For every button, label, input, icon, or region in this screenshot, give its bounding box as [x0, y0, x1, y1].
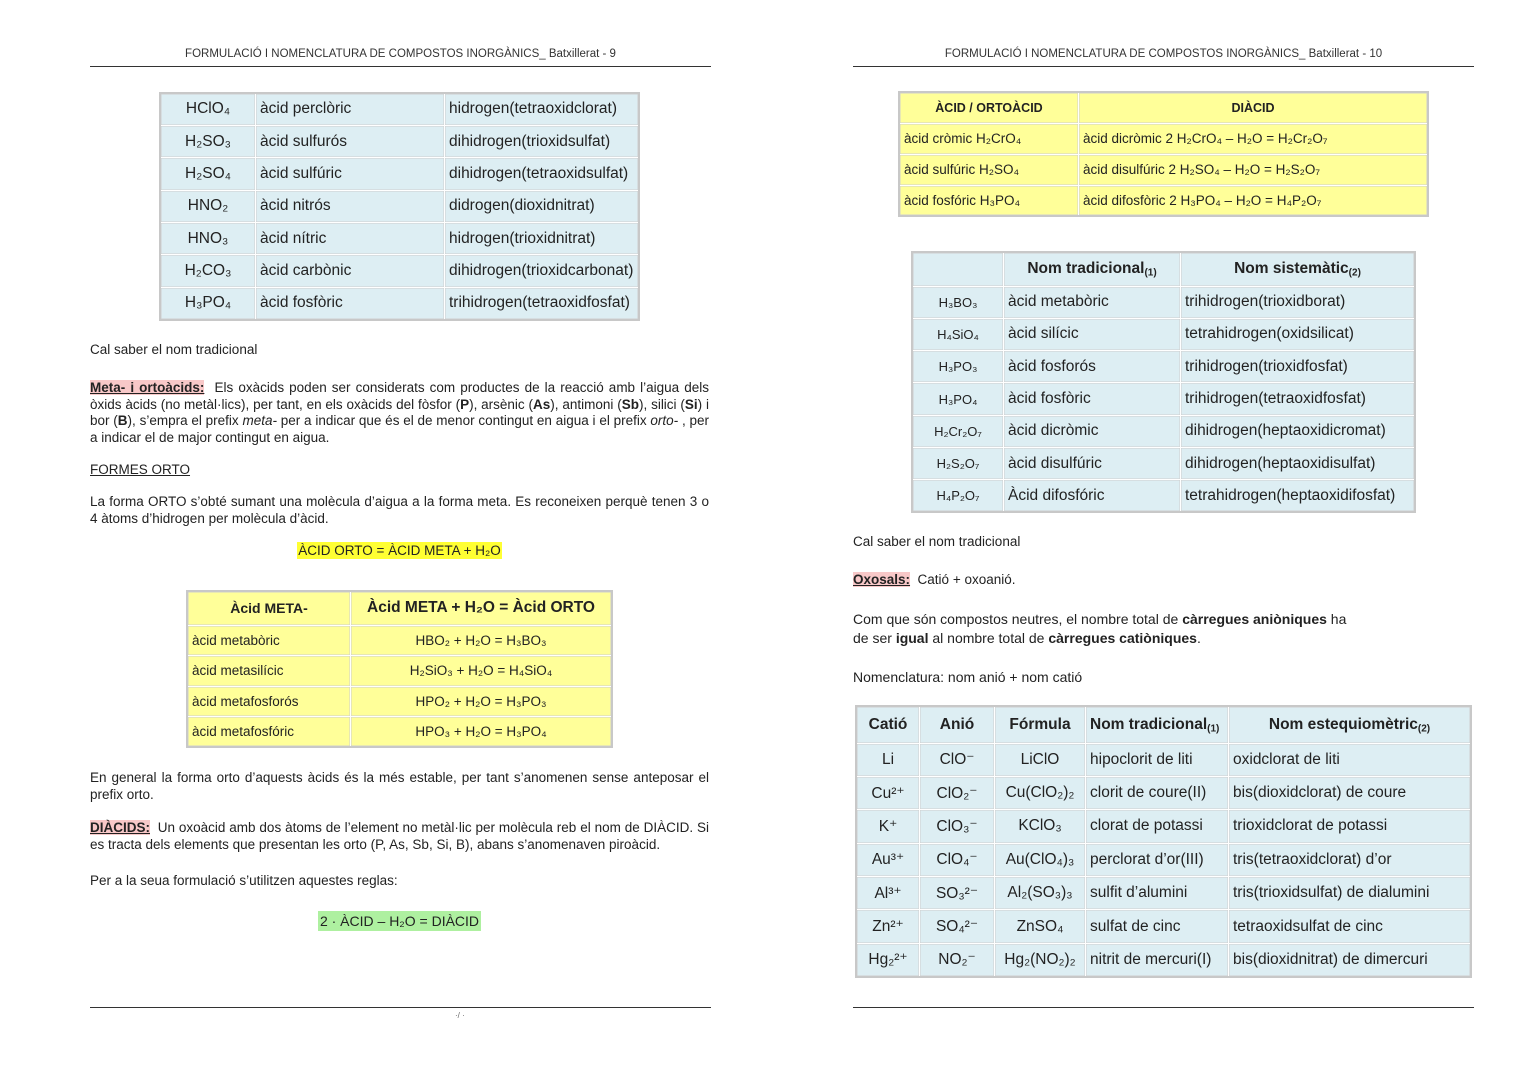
traditional-name-cell: clorat de potassi: [1086, 810, 1229, 843]
meta-acid-name: àcid metasilícic: [187, 656, 351, 687]
meta-text-part: ) i bor (: [90, 396, 709, 428]
column-header-stoichiometric: [1229, 706, 1472, 743]
traditional-name-cell: clorit de coure(II): [1086, 776, 1229, 809]
systematic-name-cell: trihidrogen(tetraoxidfosfat): [445, 287, 640, 319]
systematic-name-cell: tetrahidrogen(heptaoxidifosfat): [1181, 480, 1416, 512]
header-rule: [853, 66, 1474, 67]
header-text: Nom sistemàtic: [1234, 260, 1349, 277]
formula-cell: HNO₃: [160, 223, 256, 255]
bold-term: càrregues aniòniques: [1182, 611, 1327, 627]
traditional-name-cell: àcid fosforós: [1004, 351, 1181, 383]
formula-cell: H₂SO₃: [160, 125, 256, 157]
table-row: [187, 717, 612, 748]
meta-orto-label: Meta- i ortoàcids:: [90, 380, 205, 395]
column-header: [912, 252, 1004, 286]
formula-cell: H₃BO₃: [912, 286, 1004, 318]
table-row: [912, 351, 1415, 383]
prefix-orto: orto-: [650, 413, 679, 428]
column-header-systematic: [1181, 252, 1416, 286]
table-row: [899, 185, 1428, 216]
nomenclatura-text: Nomenclatura: nom anió + nom catió: [853, 669, 1083, 685]
traditional-name-cell: àcid sulfúric: [256, 158, 445, 190]
formula-cell: H₄P₂O₇: [912, 480, 1004, 512]
table-header-row: [912, 252, 1415, 286]
systematic-name-cell: dihidrogen(trioxidsulfat): [445, 125, 640, 157]
systematic-name-cell: didrogen(dioxidnitrat): [445, 190, 640, 222]
traditional-name-cell: sulfit d’alumini: [1086, 877, 1229, 910]
stoichiometric-name-cell: tetraoxidsulfat de cinc: [1229, 910, 1472, 943]
element-symbol: P: [460, 396, 470, 412]
general-paragraph: En general la forma orto d’aquests àcids és la més estable, per tant s’anomenen sense anteposar el prefix orto.: [90, 770, 709, 802]
orto-acid-cell: àcid sulfúric H₂SO₄: [899, 154, 1079, 185]
formula-cell: Au(ClO₄)₃: [995, 843, 1086, 876]
column-header-traditional: [1086, 706, 1229, 743]
neutral-text-part: ha: [1326, 611, 1347, 627]
formula-cell: ZnSO₄: [995, 910, 1086, 943]
traditional-name-cell: àcid carbònic: [256, 255, 445, 287]
page-header: FORMULACIÓ I NOMENCLATURA DE COMPOSTOS INORGÀNICS_ Batxillerat - 9: [185, 48, 616, 60]
diacid-formula-line: [90, 913, 709, 930]
header-rule: [90, 66, 711, 67]
footnote-ref: (1): [1207, 723, 1220, 734]
diacid-cell: àcid disulfúric 2 H₂SO₄ – H₂O = H₂S₂O₇: [1079, 154, 1429, 185]
footnote-ref: (2): [1348, 267, 1361, 279]
orto-formula: ÀCID ORTO = ÀCID META + H₂O: [298, 543, 501, 558]
neutral-text-part: al nombre total de: [928, 630, 1049, 646]
page-9: [90, 0, 711, 1080]
neutral-text-part: de ser: [853, 630, 896, 646]
anion-cell: ClO⁻: [920, 743, 995, 776]
meta-acid-name: àcid metabòric: [187, 625, 351, 656]
footer-rule: [90, 1007, 711, 1008]
systematic-name-cell: dihidrogen(trioxidcarbonat): [445, 255, 640, 287]
formula-cell: H₂SO₄: [160, 158, 256, 190]
table-row: [187, 656, 612, 687]
rules-text: Per a la seua formulació s’utilitzen aquestes reglas:: [90, 873, 398, 888]
table-row: [912, 318, 1415, 350]
table-row: [912, 383, 1415, 415]
header-text: Nom tradicional: [1027, 260, 1145, 277]
formula-cell: H₂Cr₂O₇: [912, 415, 1004, 447]
footnote-ref: (1): [1144, 267, 1157, 279]
meta-text-part: ), antimoni (: [550, 396, 622, 412]
traditional-name-cell: àcid fosfòric: [256, 287, 445, 319]
table-header-row: [856, 706, 1471, 743]
element-symbol: Si: [684, 396, 698, 412]
table-header-row: [187, 591, 612, 625]
cation-cell: Al³⁺: [856, 877, 920, 910]
diacids-label: DIÀCIDS:: [90, 820, 150, 835]
footer-rule: [853, 1007, 1474, 1008]
orto-acid-cell: àcid cròmic H₂CrO₄: [899, 123, 1079, 154]
formula-cell: Hg₂(NO₂)₂: [995, 943, 1086, 976]
traditional-name-cell: perclorat d’or(III): [1086, 843, 1229, 876]
element-symbol: B: [117, 413, 128, 428]
traditional-name-cell: àcid nítric: [256, 223, 445, 255]
table-row: [899, 154, 1428, 185]
formula-cell: Cu(ClO₂)₂: [995, 776, 1086, 809]
traditional-name-cell: àcid nitrós: [256, 190, 445, 222]
anion-cell: NO₂⁻: [920, 943, 995, 976]
cal-saber-text: Cal saber el nom tradicional: [853, 534, 1021, 549]
meta-reaction: HBO₂ + H₂O = H₃BO₃: [351, 625, 613, 656]
prefix-meta: meta-: [242, 413, 277, 428]
anion-cell: SO₄²⁻: [920, 910, 995, 943]
cation-cell: Cu²⁺: [856, 776, 920, 809]
column-header: Fórmula: [995, 706, 1086, 743]
anion-cell: SO₃²⁻: [920, 877, 995, 910]
systematic-name-cell: hidrogen(trioxidnitrat): [445, 223, 640, 255]
element-symbol: As: [533, 396, 551, 412]
table-row: [160, 158, 639, 190]
oxosals-text: Catió + oxoanió.: [917, 572, 1016, 587]
column-header: Àcid META + H₂O = Àcid ORTO: [351, 591, 613, 625]
cation-cell: Zn²⁺: [856, 910, 920, 943]
meta-text-part: per a indicar que és el de menor contingut en aigua i el prefix: [276, 413, 651, 428]
orto-formula-line: [90, 543, 709, 560]
table-row: [160, 93, 639, 125]
neutral-text-part: Com que són compostos neutres, el nombre total de: [853, 611, 1183, 627]
formula-cell: H₄SiO₄: [912, 318, 1004, 350]
oxosals-label: Oxosals:: [853, 572, 911, 587]
table-row: [187, 625, 612, 656]
systematic-name-cell: trihidrogen(trioxidborat): [1181, 286, 1416, 318]
table-row: [160, 190, 639, 222]
acid-names-table: [911, 251, 1416, 513]
stoichiometric-name-cell: bis(dioxidclorat) de coure: [1229, 776, 1472, 809]
oxosals-line: [853, 572, 1016, 589]
formula-cell: KClO₃: [995, 810, 1086, 843]
table-row: [899, 123, 1428, 154]
orto-paragraph: La forma ORTO s’obté sumant una molècula d’aigua a la forma meta. Es reconeixen perquè tenen 3 o 4 àtoms d’hidrogen per molècula d’àcid.: [90, 494, 709, 526]
meta-text-part: ), s’empra el prefix: [127, 413, 243, 428]
table-row: [912, 415, 1415, 447]
traditional-name-cell: sulfat de cinc: [1086, 910, 1229, 943]
stoichiometric-name-cell: bis(dioxidnitrat) de dimercuri: [1229, 943, 1472, 976]
table-row: [912, 447, 1415, 479]
traditional-name-cell: àcid fosfòric: [1004, 383, 1181, 415]
table-row: [160, 223, 639, 255]
header-text: Nom tradicional: [1090, 715, 1208, 733]
cation-cell: Au³⁺: [856, 843, 920, 876]
meta-acids-table: [186, 590, 613, 748]
bold-term: igual: [895, 630, 929, 646]
footer-mark: ·/ ·: [455, 1011, 465, 1020]
oxosalts-table: [855, 705, 1472, 978]
formes-orto-heading: FORMES ORTO: [90, 462, 191, 477]
formula-cell: H₃PO₃: [912, 351, 1004, 383]
systematic-name-cell: hidrogen(tetraoxidclorat): [445, 93, 640, 125]
orto-acid-cell: àcid fosfóric H₃PO₄: [899, 185, 1079, 216]
footnote-ref: (2): [1417, 723, 1431, 734]
formula-cell: HNO₂: [160, 190, 256, 222]
meta-reaction: HPO₃ + H₂O = H₃PO₄: [351, 717, 613, 748]
meta-acid-name: àcid metafosfóric: [187, 717, 351, 748]
traditional-name-cell: hipoclorit de liti: [1086, 743, 1229, 776]
table-row: [856, 776, 1471, 809]
page-10: [853, 0, 1474, 1080]
meta-reaction: H₂SiO₃ + H₂O = H₄SiO₄: [351, 656, 613, 687]
table-row: [160, 287, 639, 319]
traditional-name-cell: Àcid difosfóric: [1004, 480, 1181, 512]
bold-term: càrregues catiòniques: [1048, 630, 1197, 646]
column-header: DIÀCID: [1079, 92, 1429, 123]
formula-cell: H₂CO₃: [160, 255, 256, 287]
cal-saber-text: Cal saber el nom tradicional: [90, 342, 258, 357]
formula-cell: HClO₄: [160, 93, 256, 125]
column-header: Àcid META-: [187, 591, 351, 625]
header-text: Nom estequiomètric: [1268, 715, 1418, 733]
table-row: [856, 743, 1471, 776]
meta-orto-paragraph: [90, 380, 709, 446]
traditional-name-cell: àcid disulfúric: [1004, 447, 1181, 479]
diacid-table: [898, 91, 1429, 217]
stoichiometric-name-cell: oxidclorat de liti: [1229, 743, 1472, 776]
diacid-cell: àcid difosfòric 2 H₃PO₄ – H₂O = H₄P₂O₇: [1079, 185, 1429, 216]
formula-cell: H₃PO₄: [160, 287, 256, 319]
diacids-text: Un oxoàcid amb dos àtoms de l’element no metàl·lic per molècula reb el nom de DIÀCID. Si es tracta dels elements que presentan les orto (P, As, Sb, Si, B), abans s’anomenaven piroàcid.: [90, 820, 709, 852]
diacid-formula: 2 · ÀCID – H₂O = DIÀCID: [319, 913, 480, 929]
stoichiometric-name-cell: tris(trioxidsulfat) de dialumini: [1229, 877, 1472, 910]
diacids-paragraph: [90, 820, 709, 853]
traditional-name-cell: àcid sulfurós: [256, 125, 445, 157]
table-row: [856, 877, 1471, 910]
traditional-name-cell: àcid silícic: [1004, 318, 1181, 350]
column-header: Catió: [856, 706, 920, 743]
meta-acid-name: àcid metafosforós: [187, 686, 351, 717]
cation-cell: Li: [856, 743, 920, 776]
anion-cell: ClO₃⁻: [920, 810, 995, 843]
meta-text-part: ), arsènic (: [469, 396, 534, 412]
table-header-row: [899, 92, 1428, 123]
meta-reaction: HPO₂ + H₂O = H₃PO₃: [351, 686, 613, 717]
systematic-name-cell: dihidrogen(heptaoxidisulfat): [1181, 447, 1416, 479]
neutral-text-part: .: [1196, 630, 1201, 646]
table-row: [160, 255, 639, 287]
systematic-name-cell: dihidrogen(tetraoxidsulfat): [445, 158, 640, 190]
table-row: [856, 943, 1471, 976]
anion-cell: ClO₄⁻: [920, 843, 995, 876]
diacid-cell: àcid dicròmic 2 H₂CrO₄ – H₂O = H₂Cr₂O₇: [1079, 123, 1429, 154]
formula-cell: LiClO: [995, 743, 1086, 776]
stoichiometric-name-cell: tris(tetraoxidclorat) d’or: [1229, 843, 1472, 876]
formula-cell: H₂S₂O₇: [912, 447, 1004, 479]
cation-cell: Hg₂²⁺: [856, 943, 920, 976]
systematic-name-cell: dihidrogen(heptaoxidicromat): [1181, 415, 1416, 447]
column-header: ÀCID / ORTOÀCID: [899, 92, 1079, 123]
formula-cell: H₃PO₄: [912, 383, 1004, 415]
traditional-name-cell: àcid metabòric: [1004, 286, 1181, 318]
table-row: [187, 686, 612, 717]
table-row: [856, 843, 1471, 876]
traditional-name-cell: nitrit de mercuri(I): [1086, 943, 1229, 976]
formula-cell: Al₂(SO₃)₃: [995, 877, 1086, 910]
element-symbol: Sb: [621, 396, 639, 412]
systematic-name-cell: tetrahidrogen(oxidsilicat): [1181, 318, 1416, 350]
page-header: FORMULACIÓ I NOMENCLATURA DE COMPOSTOS INORGÀNICS_ Batxillerat - 10: [944, 48, 1383, 60]
meta-text-part: , per a indicar el de major contingut en aigua.: [90, 413, 709, 445]
meta-text-part: Els oxàcids poden ser considerats com productes de la reacció amb l’aigua dels òxids àcids (no metàl·lics), per tant, en els oxàcids del fòsfor (: [90, 380, 709, 412]
table-row: [160, 125, 639, 157]
table-row: [856, 810, 1471, 843]
column-header-traditional: [1004, 252, 1181, 286]
meta-text-part: ), silici (: [638, 396, 685, 412]
systematic-name-cell: trihidrogen(trioxidfosfat): [1181, 351, 1416, 383]
anion-cell: ClO₂⁻: [920, 776, 995, 809]
column-header: Anió: [920, 706, 995, 743]
oxoacids-table: [159, 92, 640, 321]
table-row: [856, 910, 1471, 943]
table-row: [912, 480, 1415, 512]
systematic-name-cell: trihidrogen(tetraoxidfosfat): [1181, 383, 1416, 415]
stoichiometric-name-cell: trioxidclorat de potassi: [1229, 810, 1472, 843]
table-row: [912, 286, 1415, 318]
neutral-paragraph: [853, 610, 1472, 648]
cation-cell: K⁺: [856, 810, 920, 843]
traditional-name-cell: àcid dicròmic: [1004, 415, 1181, 447]
traditional-name-cell: àcid perclòric: [256, 93, 445, 125]
